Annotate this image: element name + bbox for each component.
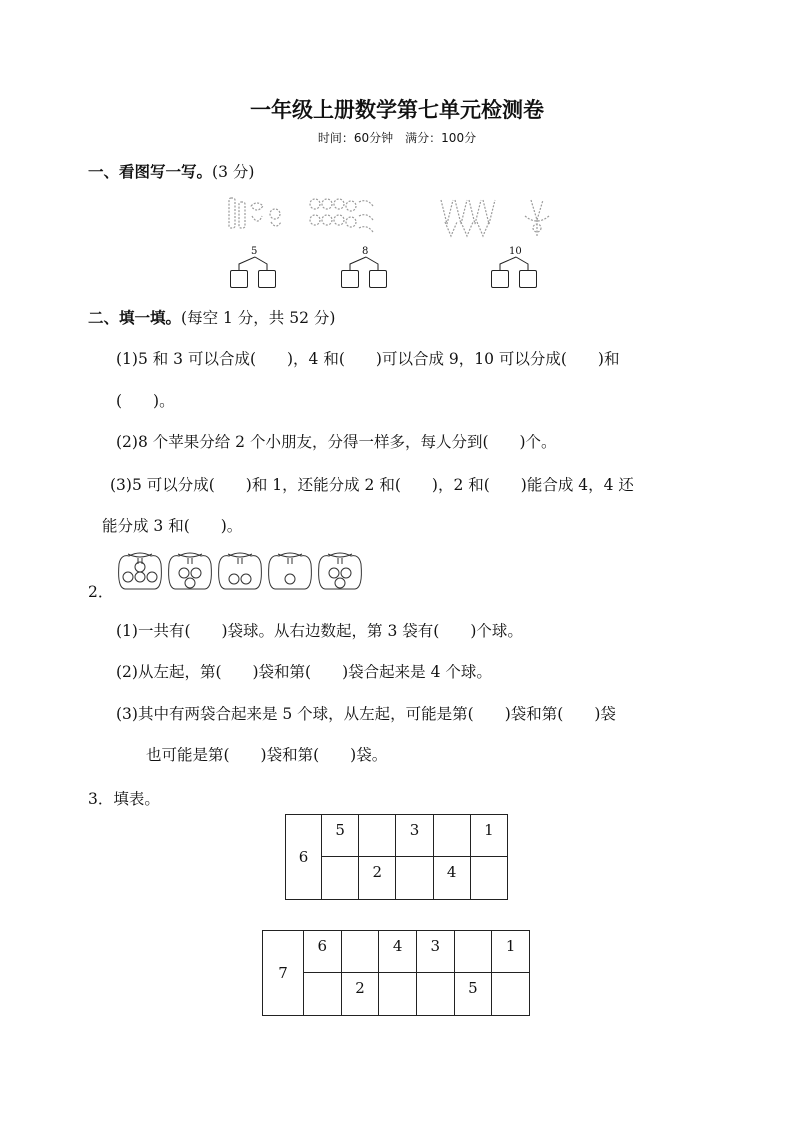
table-cell: 4 <box>379 931 417 973</box>
table-cell[interactable] <box>416 973 454 1016</box>
table-cell: 2 <box>341 973 379 1016</box>
table-cell: 4 <box>433 857 470 900</box>
split-table-7 <box>262 930 530 1016</box>
section-1-heading <box>88 160 254 182</box>
bag-outline <box>119 553 162 589</box>
counting-pictures <box>225 192 555 244</box>
picture-group-1 <box>229 198 281 228</box>
ball <box>135 562 145 572</box>
ball <box>329 568 339 578</box>
ball <box>241 574 251 584</box>
tree-branch-icon <box>230 256 280 270</box>
section-1-points: (3 分) <box>212 163 255 181</box>
table-cell: 1 <box>492 931 530 973</box>
table-cell[interactable] <box>492 973 530 1016</box>
table-cell[interactable] <box>454 931 492 973</box>
bag-outline <box>169 553 212 589</box>
section-2-points: (每空 1 分，共 52 分) <box>181 309 336 327</box>
ball-bags <box>115 548 365 592</box>
question-2-3-line-1: (3)其中有两袋合起来是 5 个球，从左起，可能是第( )袋和第( )袋 <box>116 705 616 723</box>
section-2-heading <box>88 306 335 328</box>
split-tree-8 <box>341 246 391 290</box>
question-2-2: (2)从左起，第( )袋和第( )袋合起来是 4 个球。 <box>116 663 492 681</box>
table-cell[interactable] <box>304 973 342 1016</box>
question-2-label: 2． <box>88 583 114 601</box>
picture-group-3 <box>441 200 549 236</box>
ball <box>191 568 201 578</box>
split-tree-5 <box>230 246 280 290</box>
ball <box>123 572 133 582</box>
ball <box>285 574 295 584</box>
exam-info: 时间：60分钟 满分：100分 <box>317 131 477 145</box>
answer-box[interactable] <box>258 270 276 288</box>
split-tree-10 <box>491 246 541 290</box>
question-1-1-line-1: (1)5 和 3 可以合成( )，4 和( )可以合成 9，10 可以分成( )和 <box>116 350 620 368</box>
table-cell: 5 <box>454 973 492 1016</box>
ball-bag <box>169 553 212 589</box>
table-total: 6 <box>286 815 322 900</box>
answer-box[interactable] <box>369 270 387 288</box>
ball-bag <box>219 553 262 589</box>
question-1-3-line-2: 能分成 3 和( )。 <box>102 517 243 535</box>
question-2-1: (1)一共有( )袋球。从右边数起，第 3 袋有( )个球。 <box>116 622 523 640</box>
bag-outline <box>219 553 262 589</box>
picture-group-2 <box>310 199 373 232</box>
bag-outline <box>319 553 362 589</box>
table-cell: 2 <box>359 857 396 900</box>
section-1-title: 一、看图写一写。 <box>88 163 213 181</box>
table-cell: 6 <box>304 931 342 973</box>
table-cell: 1 <box>470 815 507 857</box>
section-2-title: 二、填一填。 <box>88 309 182 327</box>
ball <box>341 568 351 578</box>
tree-branch-icon <box>491 256 541 270</box>
answer-box[interactable] <box>519 270 537 288</box>
ball-bag <box>319 553 362 589</box>
table-cell: 3 <box>416 931 454 973</box>
ball <box>179 568 189 578</box>
ball <box>335 578 345 588</box>
table-cell[interactable] <box>396 857 433 900</box>
table-cell[interactable] <box>433 815 470 857</box>
bag-tie <box>328 554 352 564</box>
ball <box>229 574 239 584</box>
answer-box[interactable] <box>341 270 359 288</box>
table-cell[interactable] <box>341 931 379 973</box>
answer-box[interactable] <box>230 270 248 288</box>
question-2-3-line-2: 也可能是第( )袋和第( )袋。 <box>146 746 388 764</box>
ball <box>185 578 195 588</box>
question-1-3-line-1: (3)5 可以分成( )和 1，还能分成 2 和( )，2 和( )能合成 4，4 还 <box>110 476 634 494</box>
question-3-label: 3．填表。 <box>88 790 160 808</box>
ball-bag <box>119 553 162 589</box>
tree-total-8: 8 <box>362 246 369 257</box>
split-table-6 <box>285 814 508 900</box>
bag-tie <box>178 554 202 564</box>
question-1-2: (2)8 个苹果分给 2 个小朋友，分得一样多，每人分到( )个。 <box>116 433 557 451</box>
ball <box>147 572 157 582</box>
bag-tie <box>278 554 302 564</box>
tree-total-5: 5 <box>251 246 258 257</box>
tree-branch-icon <box>341 256 391 270</box>
table-total: 7 <box>263 931 304 1016</box>
page-title: 一年级上册数学第七单元检测卷 <box>250 98 544 122</box>
table-cell[interactable] <box>379 973 417 1016</box>
table-cell[interactable] <box>359 815 396 857</box>
ball-bag <box>269 553 312 589</box>
bag-tie <box>228 554 252 564</box>
table-cell[interactable] <box>470 857 507 900</box>
ball <box>135 572 145 582</box>
question-1-1-line-2: ( )。 <box>116 392 175 410</box>
answer-box[interactable] <box>491 270 509 288</box>
table-cell[interactable] <box>322 857 359 900</box>
table-cell: 3 <box>396 815 433 857</box>
tree-total-10: 10 <box>509 246 522 257</box>
table-cell: 5 <box>322 815 359 857</box>
